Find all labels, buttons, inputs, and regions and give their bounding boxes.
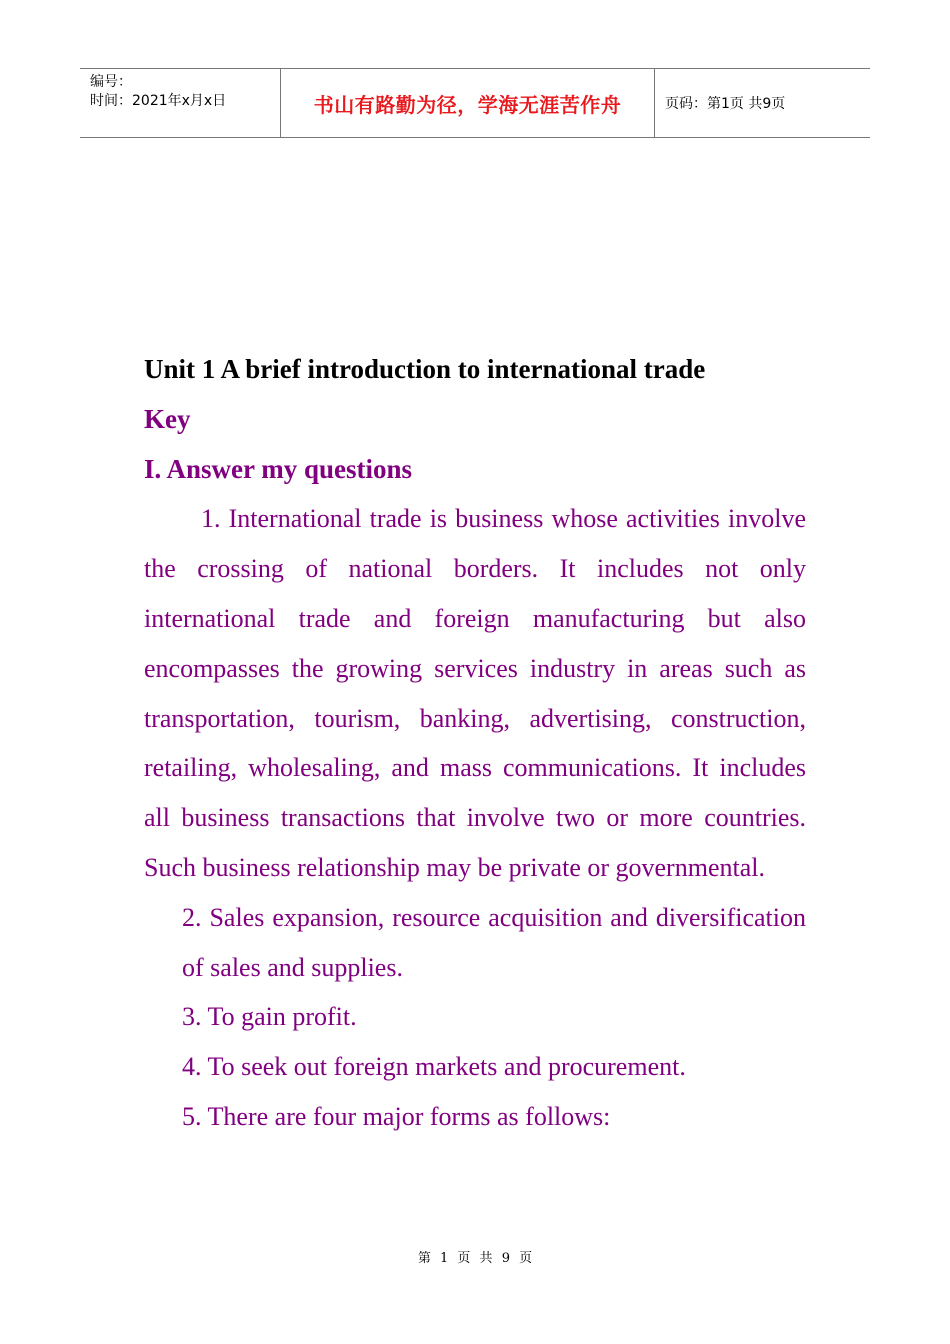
section-heading: I. Answer my questions <box>144 453 413 484</box>
answer-4: 4. To seek out foreign markets and procurement. <box>182 1052 686 1082</box>
header-motto-cell <box>281 69 655 137</box>
key-label: Key <box>144 403 191 434</box>
document-body <box>144 345 806 1142</box>
document-time-label: 时间：2021年x月x日 <box>90 93 227 109</box>
answer-3: 3. To gain profit. <box>182 1002 357 1032</box>
document-number-label: 编号： <box>90 74 132 90</box>
page-header <box>80 68 870 138</box>
header-meta-cell <box>80 69 281 137</box>
page-footer: 第 1 页 共 9 页 <box>417 1251 533 1266</box>
header-page-info: 页码：第1页 共9页 <box>665 96 786 112</box>
unit-title: Unit 1 A brief introduction to international trade <box>144 354 706 384</box>
header-page-cell <box>655 69 870 137</box>
answer-2: 2. Sales expansion, resource acquisition and diversification of sales and supplies. <box>182 902 806 982</box>
header-motto: 书山有路勤为径，学海无涯苦作舟 <box>313 92 622 117</box>
answer-5: 5. There are four major forms as follows: <box>182 1101 611 1131</box>
answer-1: 1. International trade is business whose activities involve the crossing of national borders. It includes not only international trade and foreign manufacturing but also encompasses the growing services industry in areas such as transportation, tourism, banking, advertising, construction, retailing, wholesaling, and mass communications. It includes all business transactions that involve two or more countries. Such business relationship may be private or governmental. <box>144 504 806 882</box>
